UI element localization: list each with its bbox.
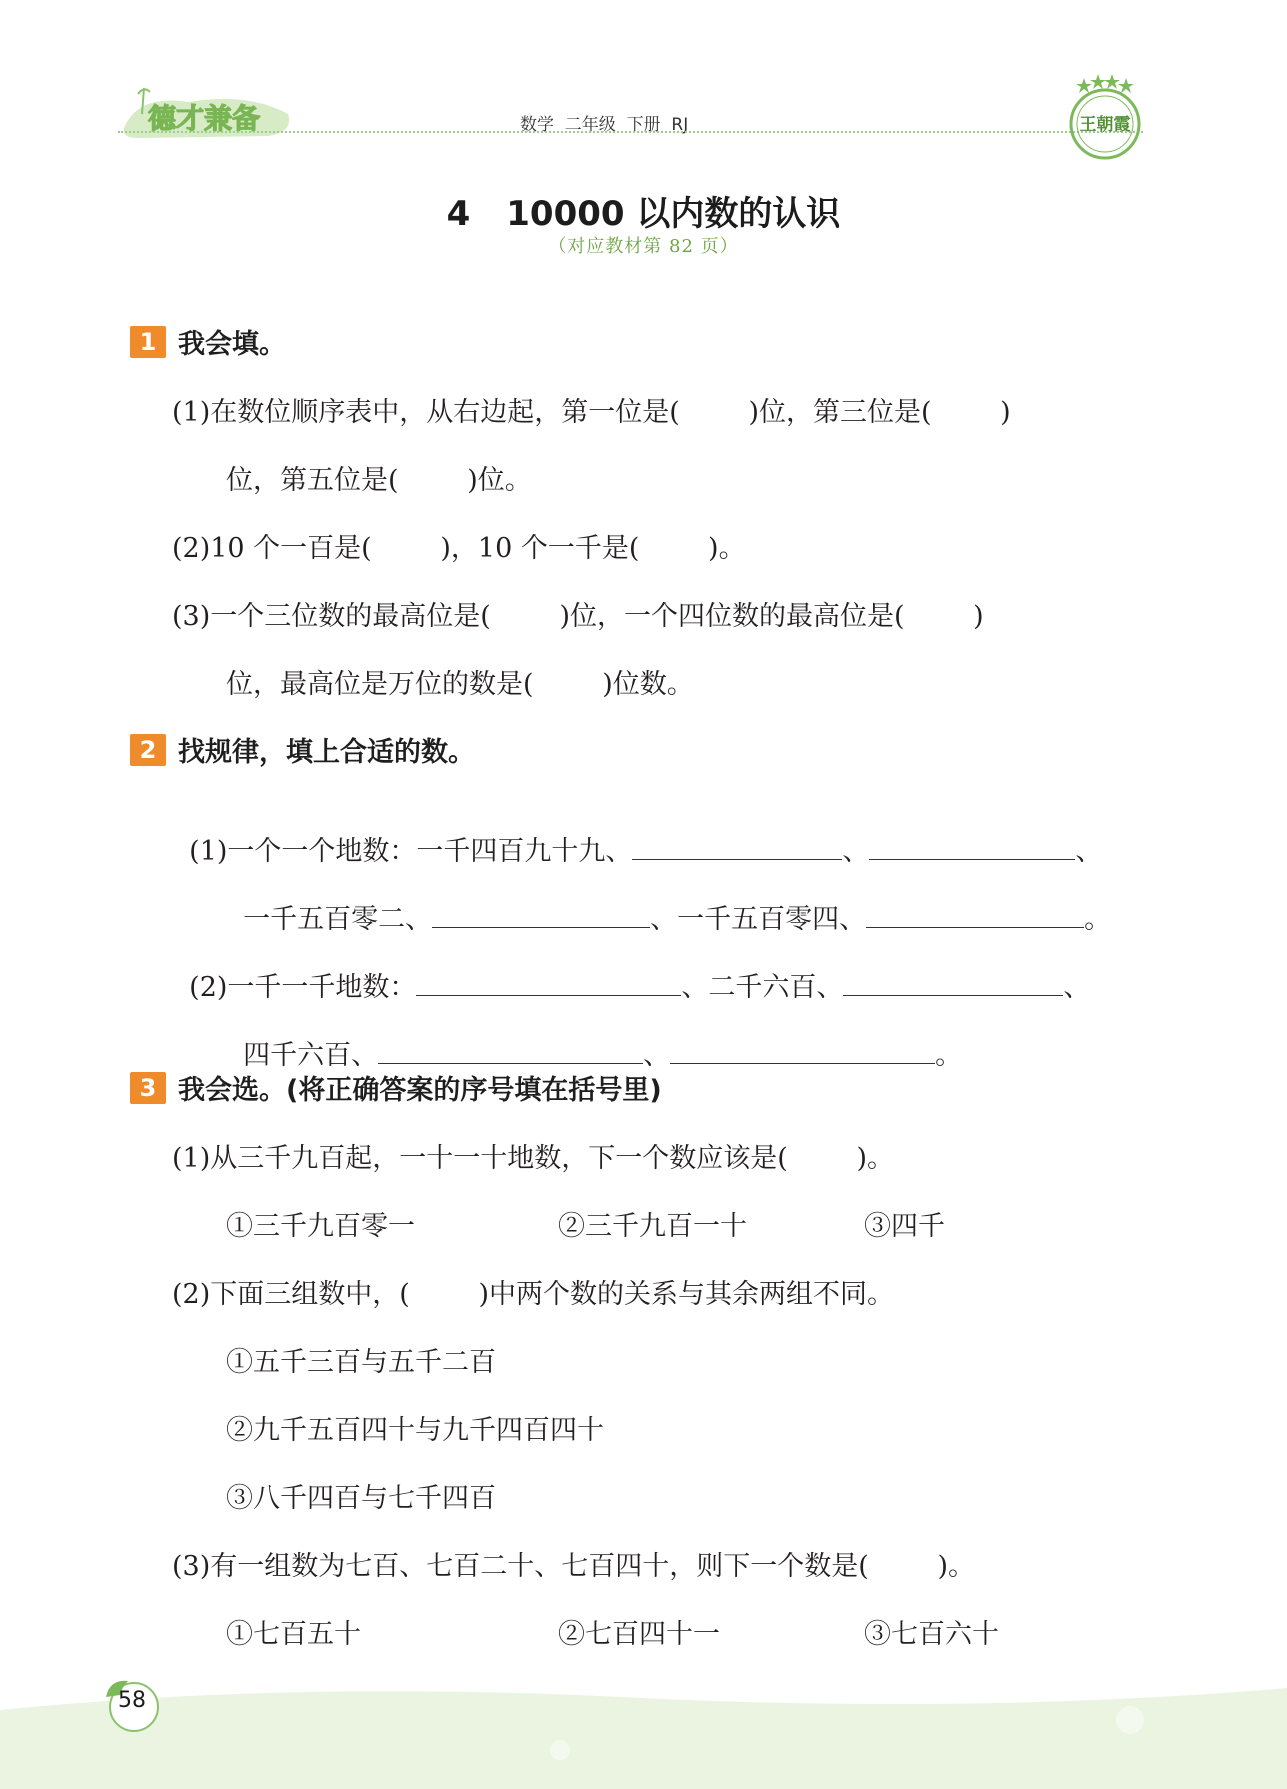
number-word: 、一千五百零四、	[650, 904, 867, 935]
section-1-heading	[130, 322, 286, 361]
option: ①三千九百零一	[226, 1211, 415, 1242]
number-word: 、二千六百、	[681, 972, 844, 1003]
section-title: 找规律，填上合适的数。	[178, 737, 475, 768]
number-word: 四千六百、	[243, 1040, 379, 1071]
answer-blank[interactable]	[378, 1038, 643, 1064]
question-text: (3)有一组数为七百、七百二十、七百四十，则下一个数是( )。	[172, 1551, 975, 1582]
question-prefix: (1)一个一个地数：一千四百九十九、	[189, 836, 633, 867]
option: ③七百六十	[864, 1619, 999, 1650]
separator: 。	[935, 1040, 963, 1071]
header-divider	[118, 131, 1143, 133]
option: ③四千	[864, 1211, 945, 1242]
option: ①七百五十	[226, 1619, 361, 1650]
option: ②三千九百一十	[558, 1211, 747, 1242]
section-title: 我会选。(将正确答案的序号填在括号里)	[178, 1075, 662, 1106]
question-text	[172, 798, 1102, 868]
number-word: 一千五百零二、	[243, 904, 433, 935]
question-text: 位，第五位是( )位。	[226, 465, 532, 496]
answer-blank[interactable]	[869, 834, 1075, 860]
answer-blank[interactable]	[670, 1038, 935, 1064]
textbook-reference: （对应教材第 82 页）	[548, 236, 739, 257]
question-text: (1)从三千九百起，一十一十地数，下一个数应该是( )。	[172, 1143, 894, 1174]
page-number: 58	[118, 1688, 146, 1713]
question-text: 位，最高位是万位的数是( )位数。	[226, 669, 694, 700]
question-text: (2)下面三组数中，( )中两个数的关系与其余两组不同。	[172, 1279, 894, 1310]
lesson-title: 10000 以内数的认识	[506, 194, 841, 234]
section-badge: 1	[130, 326, 166, 358]
brand-logo	[118, 84, 298, 144]
answer-blank[interactable]	[432, 902, 650, 928]
question-text: (3)一个三位数的最高位是( )位，一个四位数的最高位是( )	[172, 601, 984, 632]
separator: 。	[1084, 904, 1112, 935]
separator: 、	[842, 836, 870, 867]
section-2-heading	[130, 730, 475, 769]
page-title	[0, 186, 1287, 235]
section-title: 我会填。	[178, 329, 286, 360]
question-text	[226, 866, 1111, 936]
option: ②九千五百四十与九千四百四十	[226, 1415, 604, 1446]
answer-blank[interactable]	[866, 902, 1084, 928]
author-seal-text: 王朝霞	[1079, 115, 1131, 135]
option: ②七百四十一	[558, 1619, 720, 1650]
header-subject: 数学 二年级 下册 RJ	[520, 115, 689, 135]
question-text	[226, 1002, 962, 1072]
question-text	[172, 934, 1090, 1004]
lesson-number: 4	[446, 194, 471, 234]
answer-blank[interactable]	[843, 970, 1063, 996]
question-text: (1)在数位顺序表中，从右边起，第一位是( )位，第三位是( )	[172, 397, 1011, 428]
section-badge: 2	[130, 734, 166, 766]
option: ①五千三百与五千二百	[226, 1347, 496, 1378]
separator: 、	[643, 1040, 671, 1071]
section-badge: 3	[130, 1072, 166, 1104]
footer-background	[0, 1680, 1287, 1789]
brand-logo-text: 德才兼备	[148, 102, 261, 135]
option: ③八千四百与七千四百	[226, 1483, 496, 1514]
author-seal	[1060, 74, 1150, 166]
answer-blank[interactable]	[416, 970, 681, 996]
separator: 、	[1075, 836, 1103, 867]
question-prefix: (2)一千一千地数：	[189, 972, 417, 1003]
question-text: (2)10 个一百是( )，10 个一千是( )。	[172, 533, 746, 564]
section-3-heading	[130, 1068, 662, 1107]
separator: 、	[1063, 972, 1091, 1003]
answer-blank[interactable]	[632, 834, 842, 860]
